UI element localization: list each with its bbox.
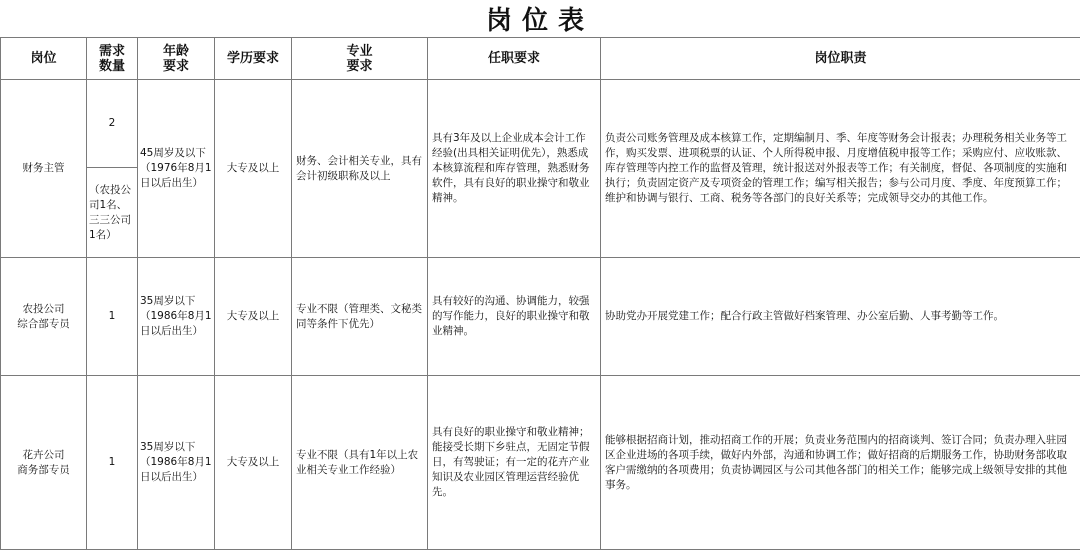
cell-duties: 能够根据招商计划，推动招商工作的开展；负责业务范围内的招商谈判、签订合同；负责办理入驻园区企业进场的各项手续，做好内外部，沟通和协调工作；做好招商的后期服务工作，协助财务部收取客户需缴纳的各项费用；负责协调园区与公司其他各部门的相关工作；能够完成上级领导安排的其他事务。 (601, 376, 1080, 550)
header-position: 岗位 (1, 38, 87, 80)
cell-duties: 协助党办开展党建工作；配合行政主管做好档案管理、办公室后勤、人事考勤等工作。 (601, 258, 1080, 376)
page-title: 岗位表 (0, 0, 1080, 38)
header-education: 学历要求 (215, 38, 292, 80)
cell-quantity: 1 (87, 258, 138, 376)
header-age: 年龄 要求 (138, 38, 215, 80)
cell-quantity: 1 (87, 376, 138, 550)
cell-position: 财务主管 (1, 80, 87, 258)
header-qualification: 任职要求 (428, 38, 601, 80)
header-duties: 岗位职责 (601, 38, 1080, 80)
cell-education: 大专及以上 (215, 80, 292, 258)
header-row (1, 38, 1080, 80)
cell-major: 专业不限（具有1年以上农业相关专业工作经验） (292, 376, 428, 550)
cell-qualification: 具有较好的沟通、协调能力，较强的写作能力，良好的职业操守和敬业精神。 (428, 258, 601, 376)
cell-qualification: 具有良好的职业操守和敬业精神；能接受长期下乡驻点，无固定节假日，有驾驶证；有一定的花卉产业知识及农业园区管理运营经验优先。 (428, 376, 601, 550)
table-row (1, 258, 1080, 376)
cell-education: 大专及以上 (215, 376, 292, 550)
table-row (1, 80, 1080, 168)
cell-major: 财务、会计相关专业，具有会计初级职称及以上 (292, 80, 428, 258)
header-quantity: 需求 数量 (87, 38, 138, 80)
job-table (0, 37, 1080, 550)
cell-qualification: 具有3年及以上企业成本会计工作经验(出具相关证明优先），熟悉成本核算流程和库存管理，熟悉财务软件，具有良好的职业操守和敬业精神。 (428, 80, 601, 258)
cell-quantity: 2 (87, 80, 138, 168)
table-row (1, 376, 1080, 550)
cell-position: 农投公司 综合部专员 (1, 258, 87, 376)
cell-age: 35周岁以下（1986年8月1日以后出生） (138, 258, 215, 376)
cell-major: 专业不限（管理类、文秘类同等条件下优先） (292, 258, 428, 376)
cell-age: 35周岁以下（1986年8月1日以后出生） (138, 376, 215, 550)
cell-quantity-note: （农投公司1名、三三公司1名） (87, 168, 138, 258)
cell-duties: 负责公司账务管理及成本核算工作，定期编制月、季、年度等财务会计报表；办理税务相关业务等工作，购买发票、进项税票的认证、个人所得税申报、月度增值税申报等工作；采购应付、应收账款、库存管理等内控工作的监督及管理，统计报送对外报表等工作；有关制度，督促、各项制度的实施和执行；负责固定资产及专项资金的管理工作；编写相关报告；参与公司月度、季度、年度预算工作；维护和协调与银行、工商、税务等各部门的良好关系等；完成领导交办的其他工作。 (601, 80, 1080, 258)
cell-age: 45周岁及以下（1976年8月1日以后出生） (138, 80, 215, 258)
cell-position: 花卉公司 商务部专员 (1, 376, 87, 550)
header-major: 专业 要求 (292, 38, 428, 80)
cell-education: 大专及以上 (215, 258, 292, 376)
